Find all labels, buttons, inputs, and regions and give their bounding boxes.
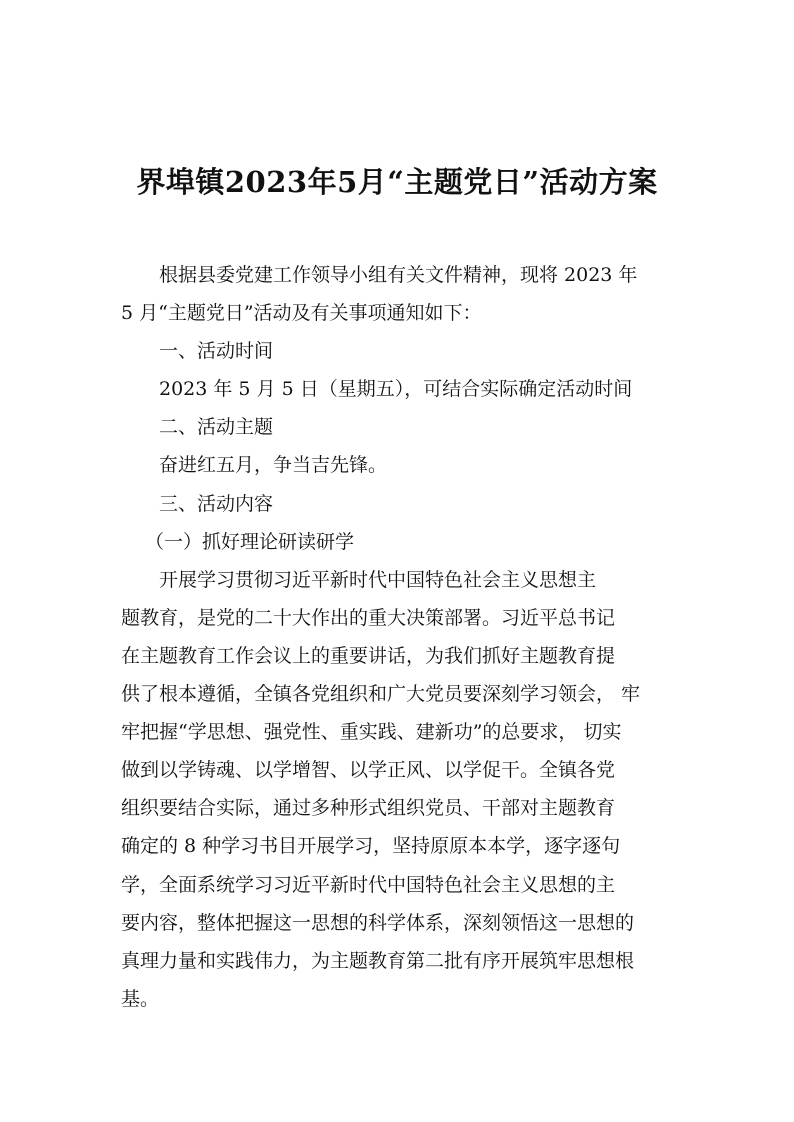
section-heading-time: 一、活动时间 (159, 340, 274, 363)
intro-line: 根据县委党建工作领导小组有关文件精神，现将 2023 年 (159, 264, 638, 286)
paragraph-line: 学，全面系统学习习近平新时代中国特色社会主义思想的主 (121, 873, 616, 896)
section-heading-theme: 二、活动主题 (159, 416, 274, 439)
paragraph-line: 确定的 8 种学习书目开展学习，坚持原原本本学，逐字逐句 (121, 835, 621, 858)
paragraph-line: 在主题教育工作会议上的重要讲话，为我们抓好主题教育提 (121, 644, 616, 667)
paragraph-line: 供了根本遵循，全镇各党组织和广大党员要深刻学习领会， 牢 (121, 683, 641, 706)
intro-line: 5 月“主题党日”活动及有关事项通知如下： (121, 302, 482, 325)
paragraph-line: 牢把握“学思想、强党性、重实践、建新功”的总要求， 切实 (121, 721, 622, 744)
section-heading-content: 三、活动内容 (159, 492, 274, 515)
intro-paragraph (121, 256, 696, 332)
document-title: 界埠镇2023年5月“主题党日”活动方案 (136, 165, 658, 199)
paragraph-line: 基。 (121, 987, 160, 1010)
document-body (121, 256, 696, 1018)
paragraph-line: 组织要结合实际，通过多种形式组织党员、干部对主题教育 (121, 797, 616, 820)
section-text-theme: 奋进红五月，争当吉先锋。 (159, 454, 388, 477)
paragraph-line: 真理力量和实践伟力，为主题教育第二批有序开展筑牢思想根 (121, 949, 635, 972)
paragraph-line: 开展学习贯彻习近平新时代中国特色社会主义思想主 (159, 568, 597, 591)
paragraph-line: 做到以学铸魂、以学增智、以学正风、以学促干。全镇各党 (121, 759, 616, 782)
subsection-heading: （一）抓好理论研读研学 (145, 530, 355, 553)
content-paragraph (121, 561, 696, 1018)
paragraph-line: 要内容，整体把握这一思想的科学体系，深刻领悟这一思想的 (121, 911, 635, 934)
paragraph-line: 题教育，是党的二十大作出的重大决策部署。习近平总书记 (121, 606, 616, 629)
section-text-time: 2023 年 5 月 5 日（星期五），可结合实际确定活动时间 (159, 378, 633, 401)
